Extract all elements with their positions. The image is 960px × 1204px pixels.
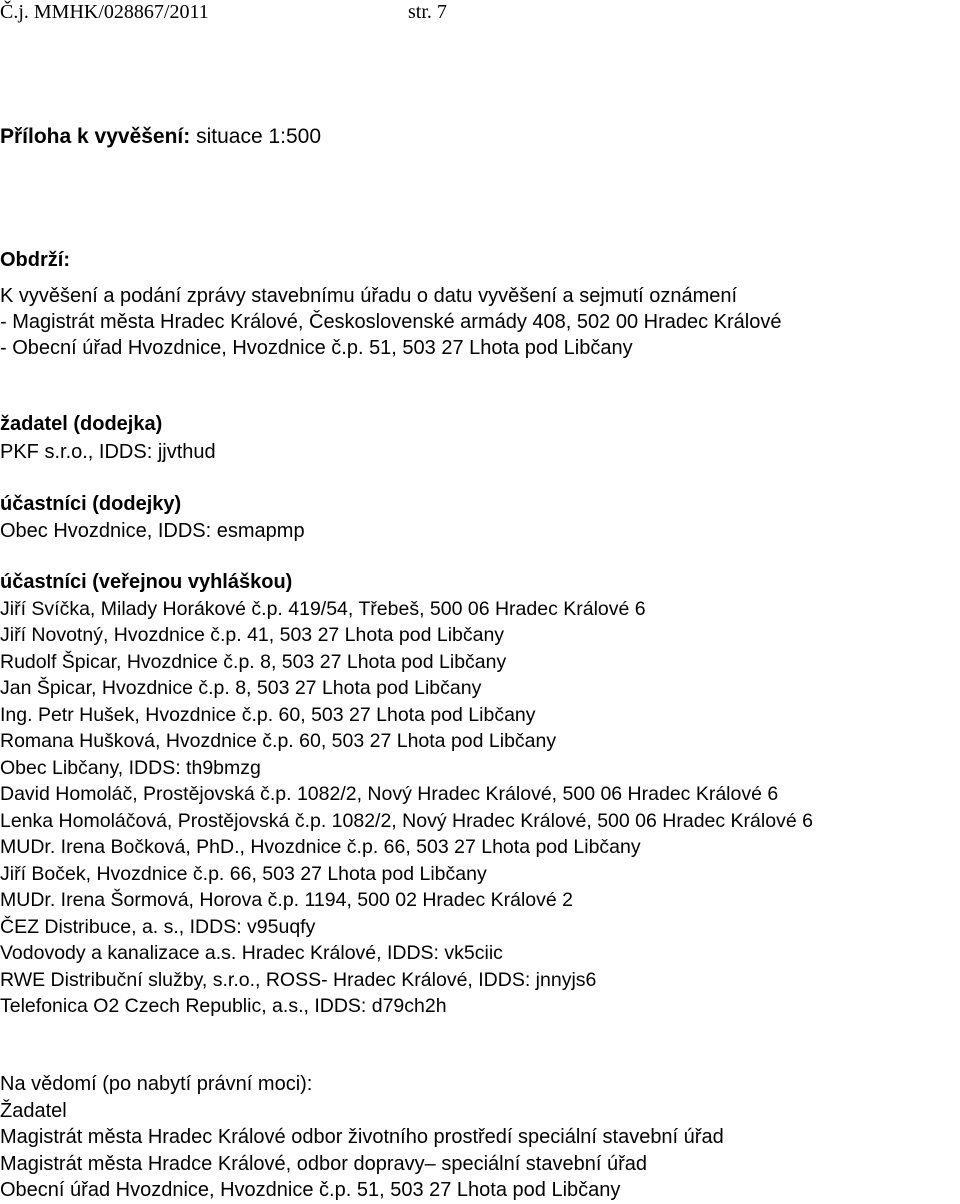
participant-entry: David Homoláč, Prostějovská č.p. 1082/2, Nový Hradec Králové, 500 06 Hradec Králové 6: [0, 783, 779, 805]
participant-entry: MUDr. Irena Bočková, PhD., Hvozdnice č.p. 66, 503 27 Lhota pod Libčany: [0, 836, 641, 858]
participant-entry: Telefonica O2 Czech Republic, a.s., IDDS: d79ch2h: [0, 995, 447, 1017]
participant-entry: Jan Špicar, Hvozdnice č.p. 8, 503 27 Lhota pod Libčany: [0, 677, 482, 699]
participants-delivery-item: Obec Hvozdnice, IDDS: esmapmp: [0, 520, 305, 542]
for-info-item: Magistrát města Hradec Králové odbor životního prostředí speciální stavební úřad: [0, 1126, 724, 1148]
participant-entry: Romana Hušková, Hvozdnice č.p. 60, 503 27 Lhota pod Libčany: [0, 730, 557, 752]
participant-entry: Lenka Homoláčová, Prostějovská č.p. 1082/2, Nový Hradec Králové, 500 06 Hradec Králové 6: [0, 810, 813, 832]
document-reference: Č.j. MMHK/028867/2011: [0, 1, 209, 23]
participant-entry: Jiří Svíčka, Milady Horákové č.p. 419/54, Třebeš, 500 06 Hradec Králové 6: [0, 598, 646, 620]
participant-entry: Obec Libčany, IDDS: th9bmzg: [0, 757, 261, 779]
participant-entry: ČEZ Distribuce, a. s., IDDS: v95uqfy: [0, 916, 316, 938]
for-info-item: Magistrát města Hradce Králové, odbor dopravy– speciální stavební úřad: [0, 1153, 648, 1175]
participants-delivery-title: účastníci (dodejky): [0, 493, 182, 515]
applicant-title: žadatel (dodejka): [0, 413, 163, 435]
applicant-item: PKF s.r.o., IDDS: jjvthud: [0, 441, 216, 463]
attachment-label: Příloha k vyvěšení:: [0, 125, 191, 148]
participant-entry: Jiří Novotný, Hvozdnice č.p. 41, 503 27 Lhota pod Libčany: [0, 624, 505, 646]
participant-entry: MUDr. Irena Šormová, Horova č.p. 1194, 500 02 Hradec Králové 2: [0, 889, 574, 911]
participants-public-title: účastníci (veřejnou vyhláškou): [0, 571, 293, 593]
receives-item: - Obecní úřad Hvozdnice, Hvozdnice č.p. 51, 503 27 Lhota pod Libčany: [0, 337, 633, 359]
for-info-item: Obecní úřad Hvozdnice, Hvozdnice č.p. 51, 503 27 Lhota pod Libčany: [0, 1179, 621, 1201]
receives-item: - Magistrát města Hradec Králové, Československé armády 408, 502 00 Hradec Králové: [0, 311, 782, 333]
for-info-title: Na vědomí (po nabytí právní moci):: [0, 1073, 313, 1095]
receives-title: Obdrží:: [0, 249, 70, 271]
participant-entry: RWE Distribuční služby, s.r.o., ROSS- Hradec Králové, IDDS: jnnyjs6: [0, 969, 597, 991]
participant-entry: Ing. Petr Hušek, Hvozdnice č.p. 60, 503 27 Lhota pod Libčany: [0, 704, 536, 726]
page-number: str. 7: [408, 1, 447, 23]
participant-entry: Vodovody a kanalizace a.s. Hradec Králové, IDDS: vk5ciic: [0, 942, 503, 964]
participant-entry: Jiří Boček, Hvozdnice č.p. 66, 503 27 Lhota pod Libčany: [0, 863, 487, 885]
participant-entry: Rudolf Špicar, Hvozdnice č.p. 8, 503 27 Lhota pod Libčany: [0, 651, 507, 673]
for-info-item: Žadatel: [0, 1100, 67, 1122]
attachment-text: situace 1:500: [190, 125, 322, 148]
receives-intro: K vyvěšení a podání zprávy stavebnímu úřadu o datu vyvěšení a sejmutí oznámení: [0, 285, 738, 307]
attachment-line: [0, 125, 321, 149]
